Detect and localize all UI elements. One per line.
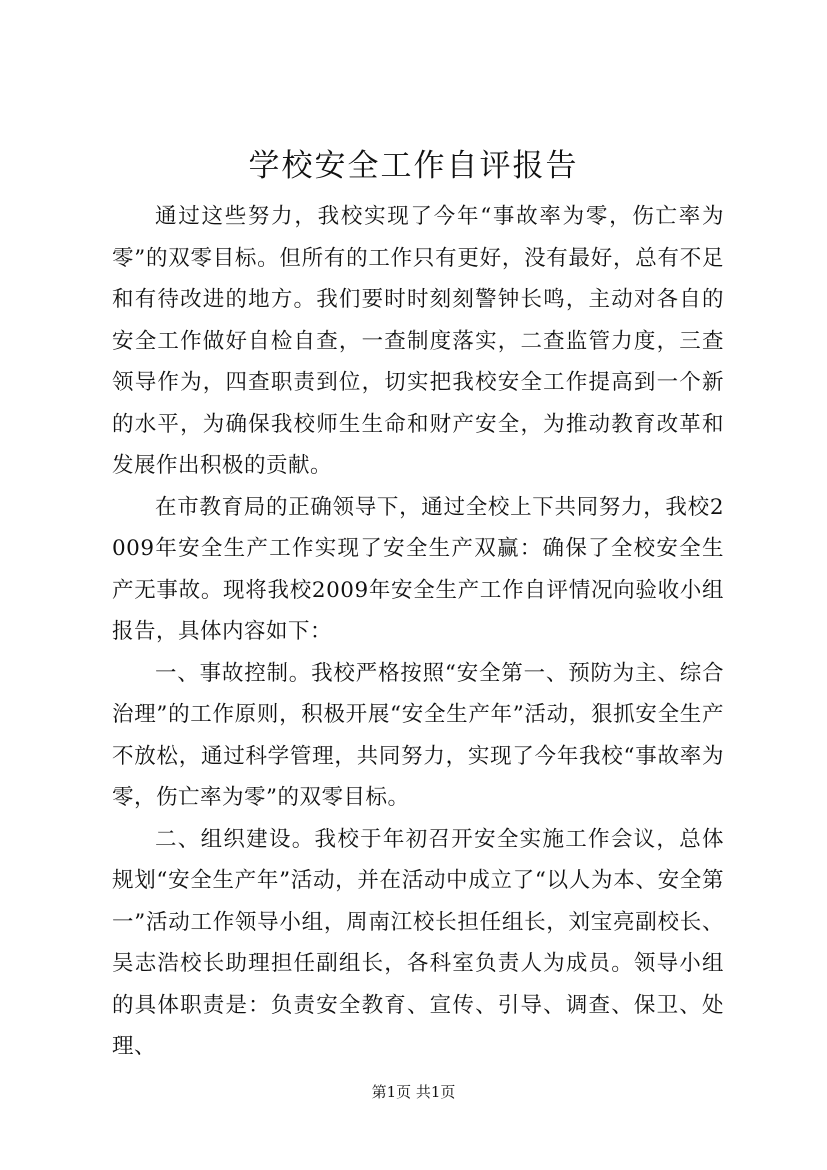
page-footer: 第1页 共1页 — [371, 1083, 456, 1101]
document-title: 学校安全工作自评报告 — [248, 148, 579, 184]
paragraph-efforts-summary: 通过这些努力，我校实现了今年“事故率为零，伤亡率为零”的双零目标。但所有的工作只有更好，没有最好，总有不足和有待改进的地方。我们要时时刻刻警钟长鸣，主动对各自的安全工作做好自检自查，一查制度落实，二查监管力度，三查领导作为，四查职责到位，切实把我校安全工作提高到一个新的水平，为确保我校师生生命和财产安全，为推动教育改革和发展作出积极的贡献。 — [112, 204, 724, 478]
paragraph-introduction: 在市教育局的正确领导下，通过全校上下共同努力，我校2009年安全生产工作实现了安全生产双赢：确保了全校安全生产无事故。现将我校2009年安全生产工作自评情况向验收小组报告，具体内容如下： — [112, 494, 724, 644]
document-body — [112, 196, 724, 1068]
paragraph-accident-control: 一、事故控制。我校严格按照“安全第一、预防为主、综合治理”的工作原则，积极开展“安全生产年”活动，狠抓安全生产不放松，通过科学管理，共同努力，实现了今年我校“事故率为零，伤亡率为零”的双零目标。 — [112, 660, 724, 810]
paragraph-organization: 二、组织建设。我校于年初召开安全实施工作会议，总体规划“安全生产年”活动，并在活动中成立了“以人为本、安全第一”活动工作领导小组，周南江校长担任组长，刘宝亮副校长、吴志浩校长助理担任副组长，各科室负责人为成员。领导小组的具体职责是：负责安全教育、宣传、引导、调查、保卫、处理、 — [112, 826, 724, 1059]
